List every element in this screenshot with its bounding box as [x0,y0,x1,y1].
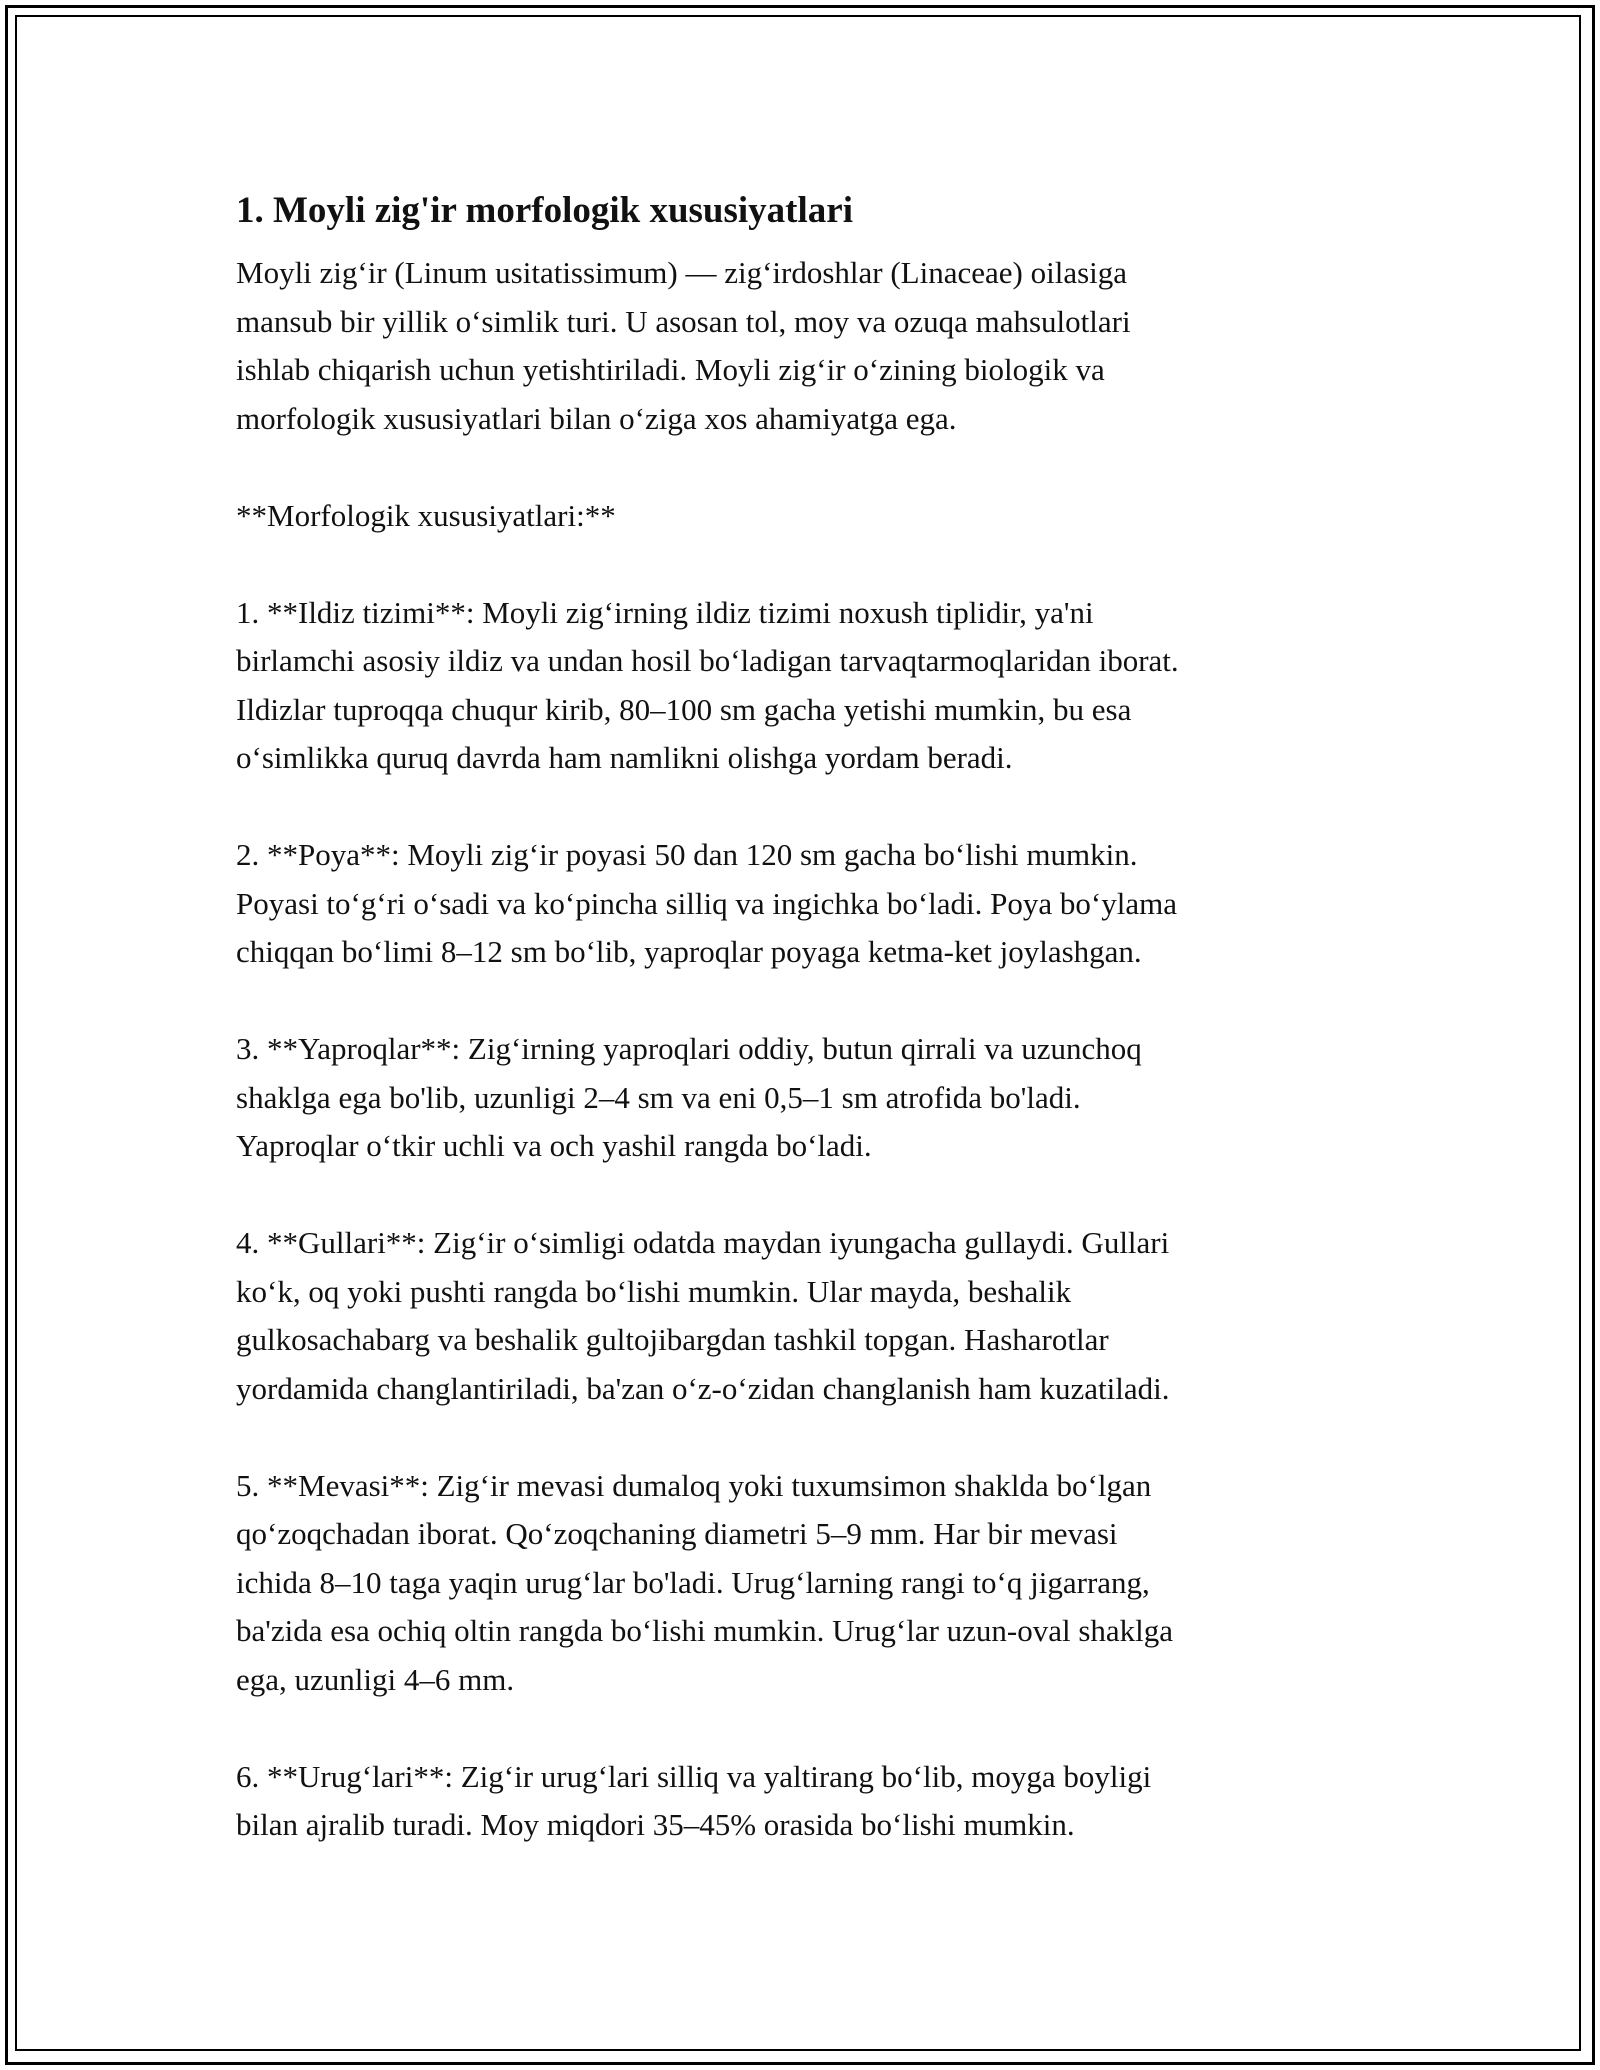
list-item-seeds [236,1753,1386,1850]
text-line: gulkosachabarg va beshalik gultojibargdan tashkil topgan. Hasharotlar [236,1322,1109,1357]
text-line: ichida 8–10 taga yaqin urug‘lar bo'ladi. Urug‘larning rangi to‘q jigarrang, [236,1564,1150,1600]
text-line: birlamchi asosiy ildiz va undan hosil bo‘ladigan tarvaqtarmoqlaridan iborat. [236,643,1179,678]
section-heading: 1. Moyli zig'ir morfologik xususiyatlari [236,190,853,231]
intro-paragraph [236,249,1386,443]
text-line: 3. **Yaproqlar**: Zig‘irning yaproqlari oddiy, butun qirrali va uzunchoq [236,1031,1142,1066]
text-line: **Morfologik xususiyatlari:** [236,497,616,533]
list-item-fruit [236,1462,1386,1705]
text-line: o‘simlikka quruq davrda ham namlikni olishga yordam beradi. [236,740,1013,775]
list-item-root-system [236,589,1386,783]
text-line: qo‘zoqchadan iborat. Qo‘zoqchaning diametri 5–9 mm. Har bir mevasi [236,1516,1118,1551]
text-line: ishlab chiqarish uchun yetishtiriladi. Moyli zig‘ir o‘zining biologik va [236,352,1105,387]
text-line: bilan ajralib turadi. Moy miqdori 35–45% orasida bo‘lishi mumkin. [236,1807,1075,1842]
text-line: shaklga ega bo'lib, uzunligi 2–4 sm va eni 0,5–1 sm atrofida bo'ladi. [236,1079,1081,1115]
text-line: Moyli zig‘ir (Linum usitatissimum) — zig‘irdoshlar (Linaceae) oilasiga [236,255,1128,290]
text-line: Poyasi to‘g‘ri o‘sadi va ko‘pincha silliq va ingichka bo‘ladi. Poya bo‘ylama [236,885,1177,921]
text-line: ba'zida esa ochiq oltin rangda bo‘lishi mumkin. Urug‘lar uzun-oval shaklga [236,1613,1174,1648]
list-item-flowers [236,1219,1386,1413]
text-line: chiqqan bo‘limi 8–12 sm bo‘lib, yaproqlar poyaga ketma-ket joylashgan. [236,934,1142,969]
text-line: morfologik xususiyatlari bilan o‘ziga xos ahamiyatga ega. [236,400,957,436]
text-line: 5. **Mevasi**: Zig‘ir mevasi dumaloq yoki tuxumsimon shaklda bo‘lgan [236,1467,1152,1503]
text-line: 6. **Urug‘lari**: Zig‘ir urug‘lari silliq va yaltirang bo‘lib, moyga boyligi [236,1758,1152,1794]
text-line: Yaproqlar o‘tkir uchli va och yashil rangda bo‘ladi. [236,1128,872,1163]
list-item-leaves [236,1025,1386,1171]
text-line: ega, uzunligi 4–6 mm. [236,1661,515,1697]
text-line: mansub bir yillik o‘simlik turi. U asosan tol, moy va ozuqa mahsulotlari [236,303,1131,339]
subheading-paragraph [236,492,1386,541]
text-line: Ildizlar tuproqqa chuqur kirib, 80–100 sm gacha yetishi mumkin, bu esa [236,691,1132,727]
text-line: yordamida changlantiriladi, ba'zan o‘z-o‘zidan changlanish ham kuzatiladi. [236,1370,1170,1406]
text-line: 2. **Poya**: Moyli zig‘ir poyasi 50 dan 120 sm gacha bo‘lishi mumkin. [236,837,1138,872]
text-line: 1. **Ildiz tizimi**: Moyli zig‘irning ildiz tizimi noxush tiplidir, ya'ni [236,594,1094,630]
text-line: 4. **Gullari**: Zig‘ir o‘simligi odatda maydan iyungacha gullaydi. Gullari [236,1225,1170,1260]
text-line: ko‘k, oq yoki pushti rangda bo‘lishi mumkin. Ular mayda, beshalik [236,1273,1072,1309]
document-body [236,187,1386,1898]
list-item-stem [236,831,1386,977]
